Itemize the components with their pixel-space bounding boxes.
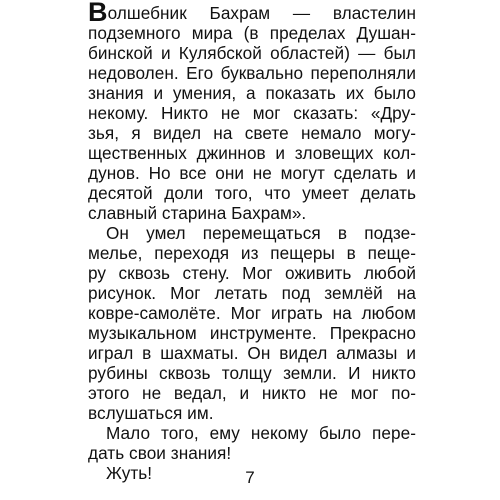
page-number: 7: [245, 468, 255, 487]
text-line-20: этого не ведал, и никто не мог по-: [88, 383, 416, 403]
text-line-23: дать свои знания!: [88, 443, 232, 463]
text-line-3: бинской и Кулябской областей) — был: [88, 43, 416, 63]
text-line-14: ру сквозь стену. Мог оживить любой: [88, 263, 416, 283]
text-line-21: вслушаться им.: [88, 403, 214, 423]
text-line-1-rest: олшебник Бахрам — властелин: [107, 3, 416, 23]
text-line-12: Он умел перемещаться в подзе-: [106, 223, 416, 243]
drop-cap-letter: В: [88, 0, 108, 27]
text-line-15: рисунок. Мог летать под землёй на: [88, 283, 416, 303]
text-line-19: рубины сквозь толщу земли. И никто: [88, 363, 416, 383]
text-line-4: недоволен. Его буквально переполняли: [88, 63, 416, 83]
text-line-22: Мало того, ему некому было пере-: [106, 423, 416, 443]
text-line-10: десятой доли того, что умеет делать: [88, 183, 416, 203]
text-line-7: зья, я видел на свете немало могу-: [88, 123, 416, 143]
text-line-8: щественных джиннов и зловещих кол-: [88, 143, 416, 163]
text-line-13: мелье, переходя из пещеры в пеще-: [88, 243, 416, 263]
text-line-18: играл в шахматы. Он видел алмазы и: [88, 343, 416, 363]
text-line-16: ковре-самолёте. Мог играть на любом: [88, 303, 416, 323]
text-line-24: Жуть!: [106, 463, 153, 483]
text-line-5: знания и умения, а показать их было: [88, 83, 416, 103]
text-line-11: славный старина Бахрам».: [88, 203, 307, 223]
text-line-9: дунов. Но все они не могут сделать и: [88, 163, 416, 183]
text-line-17: музыкальном инструменте. Прекрасно: [88, 323, 416, 343]
text-line-6: некому. Никто не мог сказать: «Дру-: [88, 103, 416, 123]
text-line-2: подземного мира (в пределах Душан-: [88, 23, 416, 43]
